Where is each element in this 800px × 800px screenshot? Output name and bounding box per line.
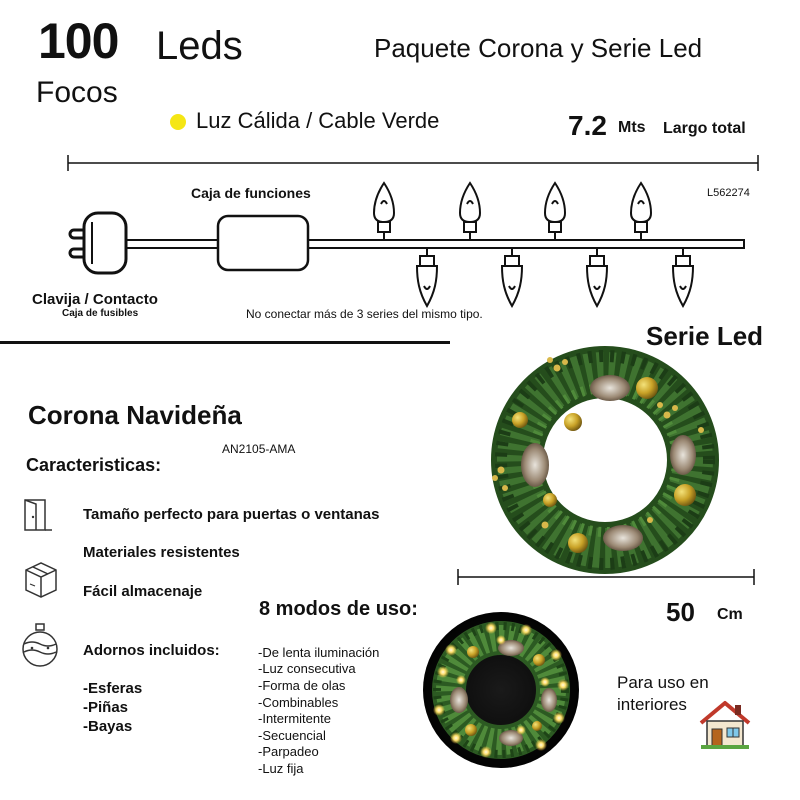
feature-item: Adornos incluidos:: [83, 642, 220, 659]
ornament-item: -Esferas: [83, 680, 143, 697]
wreath-code: AN2105-AMA: [222, 442, 296, 456]
ornament-item: -Bayas: [83, 718, 133, 735]
leds-label: Leds: [156, 24, 243, 68]
mode-item: -Combinables: [258, 695, 339, 710]
series-title: Serie Led: [646, 321, 764, 351]
feature-item: Fácil almacenaje: [83, 583, 203, 600]
mode-item: -Luz fija: [258, 761, 304, 776]
length-label: Largo total: [663, 120, 746, 137]
feature-item: Materiales resistentes: [83, 544, 240, 561]
mode-item: -De lenta iluminación: [258, 645, 380, 660]
plug-sublabel: Caja de fusibles: [62, 308, 139, 319]
mode-item: -Intermitente: [258, 711, 331, 726]
led-count: 100: [38, 13, 119, 69]
mode-item: -Secuencial: [258, 728, 326, 743]
modes-title: 8 modos de uso:: [259, 598, 418, 620]
function-box-label: Caja de funciones: [191, 185, 311, 201]
features-title: Caracteristicas:: [26, 455, 162, 475]
mode-item: -Forma de olas: [258, 678, 346, 693]
light-color-label: Luz Cálida / Cable Verde: [196, 108, 440, 133]
mode-item: -Luz consecutiva: [258, 661, 356, 676]
ornament-item: -Piñas: [83, 699, 129, 716]
wreath-size-value: 50: [666, 597, 695, 627]
mode-item: -Parpadeo: [258, 744, 319, 759]
wreath-size-unit: Cm: [717, 606, 743, 623]
feature-item: Tamaño perfecto para puertas o ventanas: [83, 506, 380, 523]
indoor-use-text: Para uso en interiores: [617, 673, 709, 715]
length-unit: Mts: [618, 119, 646, 136]
warning-text: No conectar más de 3 series del mismo tipo.: [246, 307, 483, 321]
wreath-title: Corona Navideña: [28, 400, 242, 430]
package-title: Paquete Corona y Serie Led: [374, 33, 703, 63]
plug-label: Clavija / Contacto: [32, 291, 158, 308]
length-value: 7.2: [568, 110, 607, 141]
series-code: L562274: [707, 187, 750, 199]
house-icon: [697, 699, 753, 751]
focos-label: Focos: [36, 76, 118, 109]
